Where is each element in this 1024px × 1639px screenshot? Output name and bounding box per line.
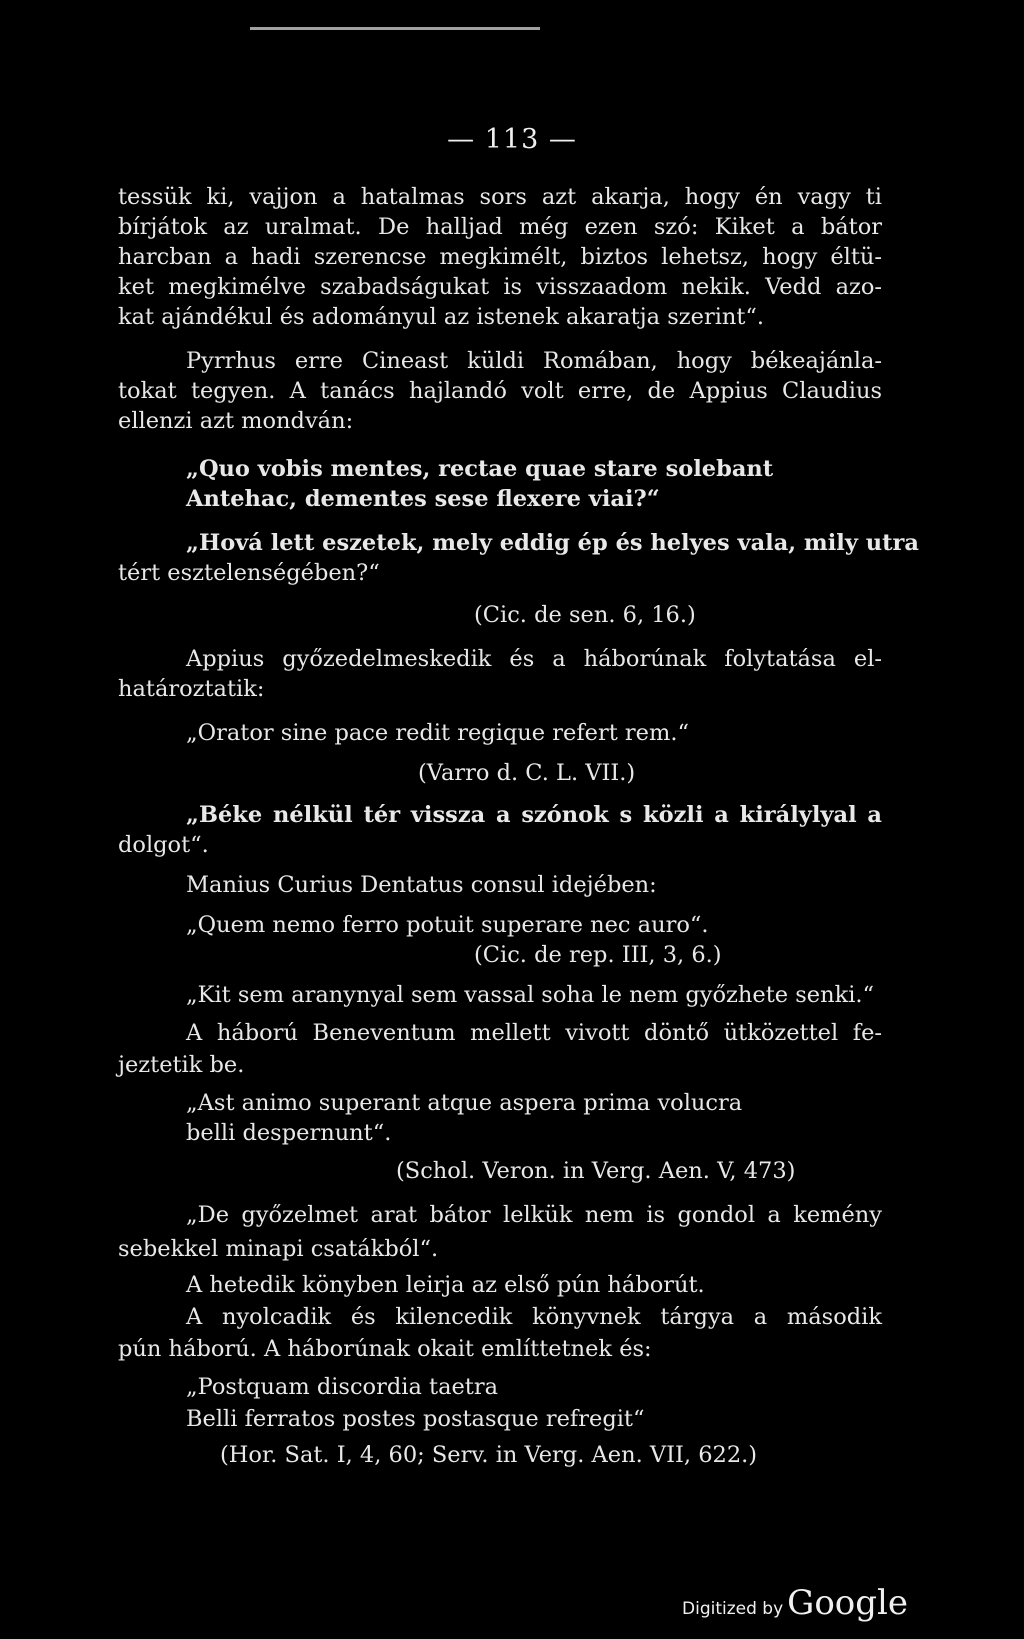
text-line: tessük ki, vajjon a hatalmas sors azt akarja, hogy én vagy ti bbox=[118, 184, 882, 210]
quote-line: dolgot“. bbox=[118, 832, 209, 858]
citation: (Cic. de rep. III, 3, 6.) bbox=[474, 942, 722, 968]
quote-line: belli despernunt“. bbox=[186, 1120, 392, 1146]
quote-line: sebekkel minapi csatákból“. bbox=[118, 1236, 439, 1262]
text-line: bírjátok az uralmat. De halljad még ezen szó: Kiket a bátor bbox=[118, 214, 882, 240]
quote-line: „Quem nemo ferro potuit superare nec auro“. bbox=[186, 912, 709, 938]
quote-line: „Kit sem aranynyal sem vassal soha le nem győzhete senki.“ bbox=[186, 982, 875, 1008]
quote-line: „De győzelmet arat bátor lelkük nem is gondol a kemény bbox=[186, 1202, 882, 1228]
text-line: jeztetik be. bbox=[118, 1052, 245, 1078]
text-line: harcban a hadi szerencse megkimélt, biztos lehetsz, hogy éltü- bbox=[118, 244, 882, 270]
digitized-by-google-watermark bbox=[682, 1583, 908, 1623]
text-line: Pyrrhus erre Cineast küldi Romában, hogy békeajánla- bbox=[186, 348, 882, 374]
text-line: ellenzi azt mondván: bbox=[118, 408, 354, 434]
citation: (Varro d. C. L. VII.) bbox=[418, 760, 636, 786]
text-line: határoztatik: bbox=[118, 676, 265, 702]
text-line: Appius győzedelmeskedik és a háborúnak folytatása el- bbox=[186, 646, 882, 672]
quote-line: „Ast animo superant atque aspera prima volucra bbox=[186, 1090, 743, 1116]
quote-line: Antehac, dementes sese flexere viai?“ bbox=[186, 486, 660, 512]
citation: (Cic. de sen. 6, 16.) bbox=[474, 602, 696, 628]
citation: (Hor. Sat. I, 4, 60; Serv. in Verg. Aen. VII, 622.) bbox=[220, 1442, 758, 1468]
page-number: — 113 — bbox=[447, 124, 577, 155]
quote-line: tért esztelenségében?“ bbox=[118, 560, 380, 586]
quote-line: „Béke nélkül tér vissza a szónok s közli a királylyal a bbox=[186, 802, 882, 828]
text-line: tokat tegyen. A tanács hajlandó volt erre, de Appius Claudius bbox=[118, 378, 882, 404]
quote-line: „Quo vobis mentes, rectae quae stare solebant bbox=[186, 456, 774, 482]
citation: (Schol. Veron. in Verg. Aen. V, 473) bbox=[396, 1158, 796, 1184]
quote-line: „Postquam discordia taetra bbox=[186, 1374, 499, 1400]
quote-line: Belli ferratos postes postasque refregit“ bbox=[186, 1406, 645, 1432]
google-logo: Google bbox=[787, 1583, 909, 1623]
quote-line: „Orator sine pace redit regique refert rem.“ bbox=[186, 720, 689, 746]
text-line: Manius Curius Dentatus consul idejében: bbox=[186, 872, 657, 898]
digitized-by-label: Digitized by bbox=[682, 1599, 784, 1619]
text-line: kat ajándékul és adományul az istenek akaratja szerint“. bbox=[118, 304, 765, 330]
text-line: ket megkimélve szabadságukat is visszaadom nekik. Vedd azo- bbox=[118, 274, 882, 300]
text-line: A nyolcadik és kilencedik könyvnek tárgya a második bbox=[186, 1304, 882, 1330]
text-line: A háború Beneventum mellett vivott döntő ütközettel fe- bbox=[186, 1020, 882, 1046]
text-line: A hetedik könyben leirja az első pún háborút. bbox=[186, 1272, 705, 1298]
scan-artifact-line bbox=[250, 27, 540, 30]
text-line: pún háború. A háborúnak okait említtetnek és: bbox=[118, 1336, 652, 1362]
quote-line: „Hová lett eszetek, mely eddig ép és helyes vala, mily utra bbox=[186, 530, 919, 556]
